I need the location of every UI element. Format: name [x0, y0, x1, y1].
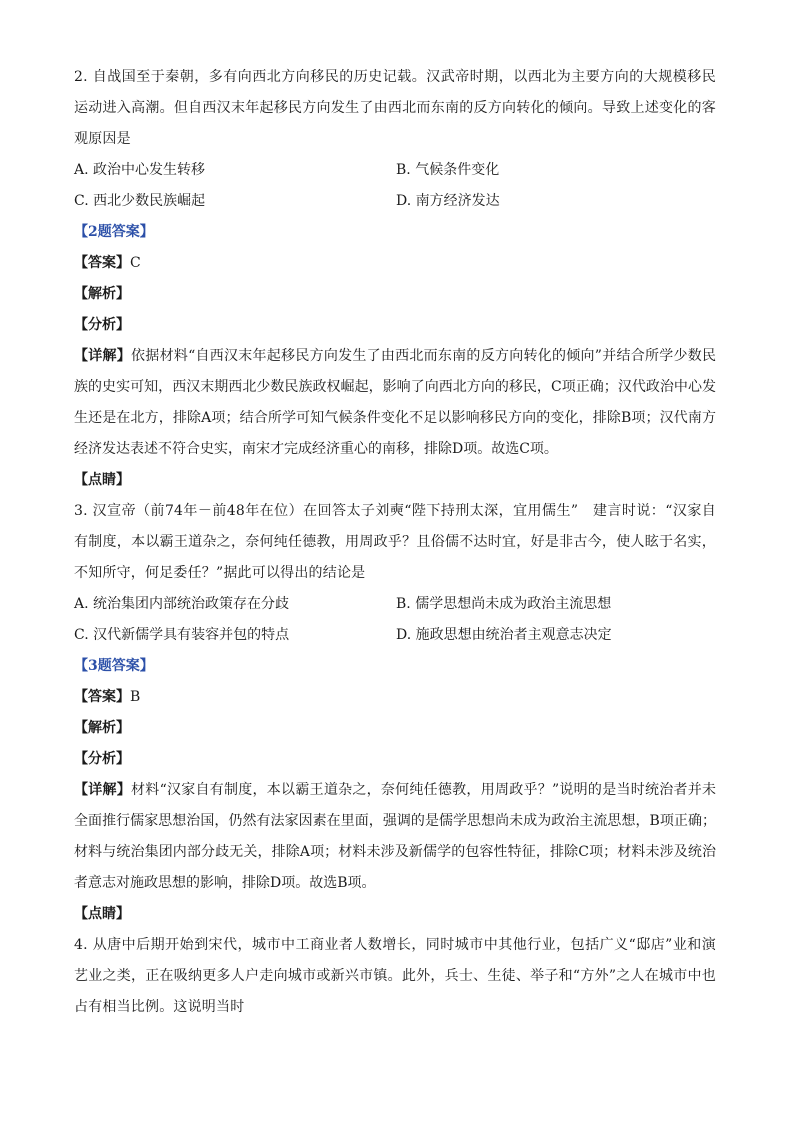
question-3-dianjing-header: 【点睛】 — [74, 906, 130, 922]
question-3-options — [74, 589, 716, 651]
question-3 — [74, 496, 716, 930]
question-3-stem: 3. 汉宣帝（前74年－前48年在位）在回答太子刘奭“陛下持刑太深，宜用儒生” 建言时说：“汉家自有制度，本以霸王道杂之，奈何纯任德教，用周政乎？且俗儒不达时宜，好是非古今，使人眩于名实，不知所守，何足委任？”据此可以得出的结论是 — [74, 503, 716, 581]
question-3-option-b: B. 儒学思想尚未成为政治主流思想 — [396, 596, 612, 612]
question-3-detail — [74, 775, 716, 899]
question-2 — [74, 62, 716, 496]
question-2-fenxi-header: 【分析】 — [74, 317, 130, 333]
detail-label: 【详解】 — [74, 782, 132, 798]
answer-label: 【答案】 — [74, 255, 130, 271]
answer-label: 【答案】 — [74, 689, 130, 705]
question-3-fenxi-header: 【分析】 — [74, 751, 130, 767]
question-3-answer — [74, 682, 716, 713]
question-3-option-d: D. 施政思想由统治者主观意志决定 — [396, 627, 612, 643]
question-3-option-c: C. 汉代新儒学具有装容并包的特点 — [74, 627, 290, 643]
question-2-option-b: B. 气候条件变化 — [396, 162, 500, 178]
answer-value: B — [130, 689, 141, 705]
question-2-option-a: A. 政治中心发生转移 — [74, 162, 206, 178]
question-2-dianjing-header: 【点睛】 — [74, 472, 130, 488]
question-2-options — [74, 155, 716, 217]
question-3-option-a: A. 统治集团内部统治政策存在分歧 — [74, 596, 290, 612]
question-3-answer-header: 【3题答案】 — [74, 658, 154, 674]
detail-text: 材料“汉家自有制度，本以霸王道杂之，奈何纯任德教，用周政乎？”说明的是当时统治者并未全面推行儒家思想治国，仍然有法家因素在里面，强调的是儒学思想尚未成为政治主流思想，B项正确；材料与统治集团内部分歧无关，排除A项；材料未涉及新儒学的包容性特征，排除C项；材料未涉及统治者意志对施政思想的影响，排除D项。故选B项。 — [74, 782, 717, 891]
question-2-analysis-header: 【解析】 — [74, 286, 130, 302]
question-2-stem: 2. 自战国至于秦朝，多有向西北方向移民的历史记载。汉武帝时期，以西北为主要方向的大规模移民运动进入高潮。但自西汉末年起移民方向发生了由西北而东南的反方向转化的倾向。导致上述变化的客观原因是 — [74, 69, 716, 147]
question-2-answer-header: 【2题答案】 — [74, 224, 154, 240]
detail-text: 依据材料“自西汉末年起移民方向发生了由西北而东南的反方向转化的倾向”并结合所学少数民族的史实可知，西汉末期西北少数民族政权崛起，影响了向西北方向的移民，C项正确；汉代政治中心发生还是在北方，排除A项；结合所学可知气候条件变化不足以影响移民方向的变化，排除B项；汉代南方经济发达表述不符合史实，南宋才完成经济重心的南移，排除D项。故选C项。 — [74, 348, 717, 457]
detail-label: 【详解】 — [74, 348, 132, 364]
question-3-analysis-header: 【解析】 — [74, 720, 130, 736]
question-4-stem: 4. 从唐中后期开始到宋代，城市中工商业者人数增长，同时城市中其他行业，包括广义“邸店”业和演艺业之类，正在吸纳更多人户走向城市或新兴市镇。此外，兵士、生徒、举子和“方外”之人在城市中也占有相当比例。这说明当时 — [74, 937, 716, 1015]
question-2-option-c: C. 西北少数民族崛起 — [74, 193, 206, 209]
answer-value: C — [130, 255, 141, 271]
question-2-detail — [74, 341, 716, 465]
question-2-option-d: D. 南方经济发达 — [396, 193, 500, 209]
question-4 — [74, 930, 716, 1023]
question-2-answer — [74, 248, 716, 279]
